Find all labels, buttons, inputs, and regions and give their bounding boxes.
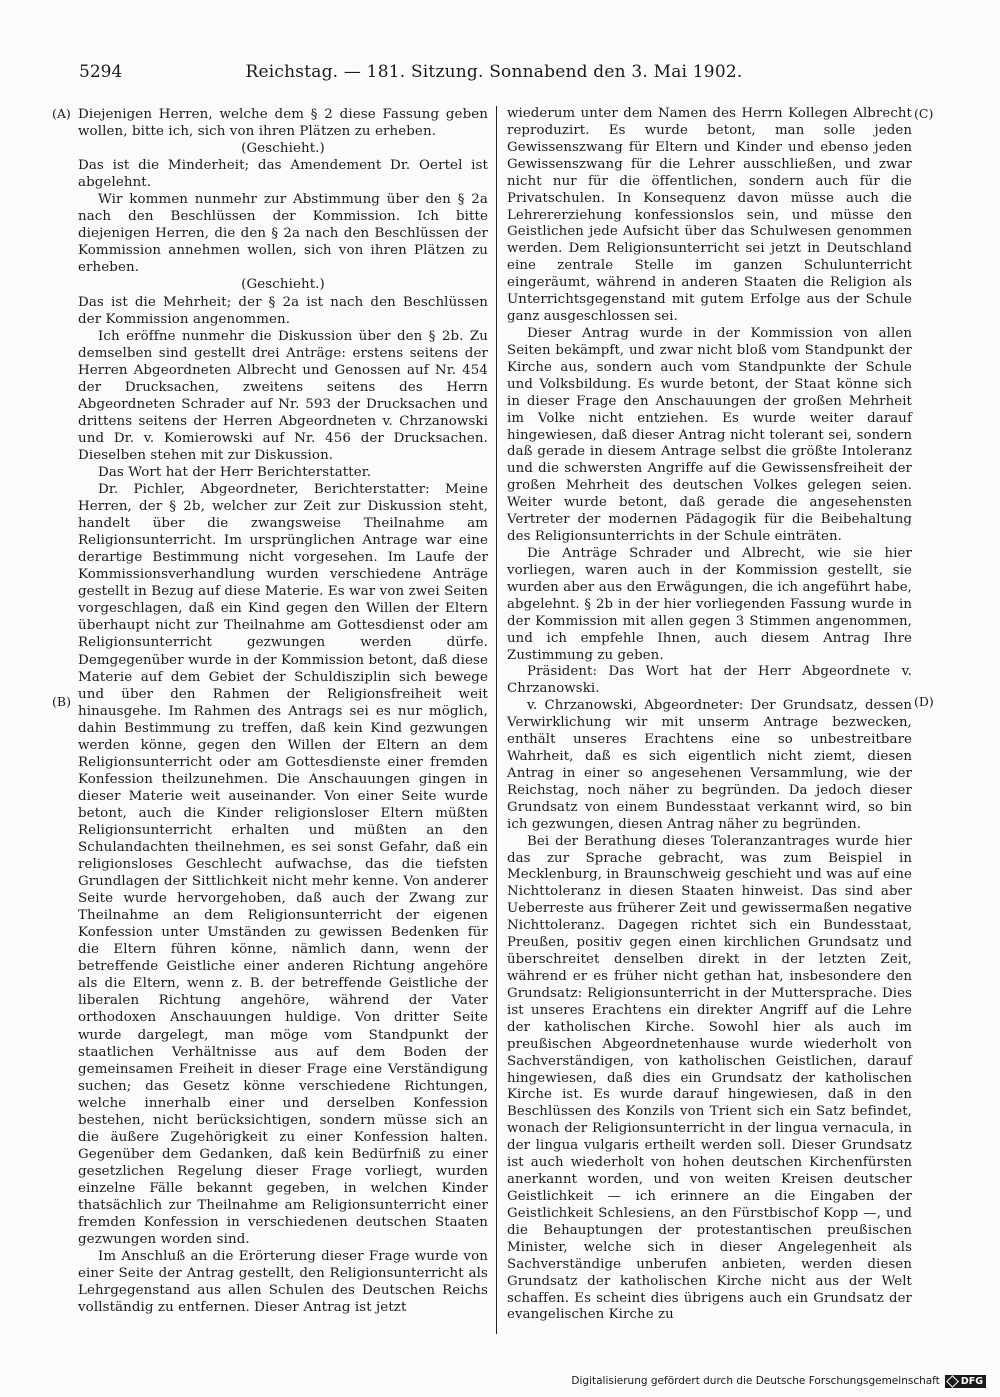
paragraph: Diejenigen Herren, welche dem § 2 diese Fassung geben wollen, bitte ich, sich von ihren Plätzen zu erheben. xyxy=(78,107,488,140)
paragraph: Dieser Antrag wurde in der Kommission von allen Seiten bekämpft, und zwar nicht bloß vom Standpunkt der Kirche aus, sondern auch vom Standpunkte der Schule und Volksbildung. Es wurde betont, der Staat könne sich in dieser Frage den Anschauungen der großen Mehrheit im Volke nicht entziehen. Es wurde weiter darauf hingewiesen, daß dieser Antrag nicht tolerant sei, sondern daß gerade in diesem Antrage selbst die größte Intoleranz und die schwersten Angriffe auf die Gewissensfreiheit der großen Mehrheit des deutschen Volkes gelegen seien. Weiter wurde betont, daß gerade die angesehensten Vertreter der modernen Pädagogik für die Beibehaltung des Religionsunterrichts in der Schule einträten. xyxy=(507,325,912,545)
paragraph: Dr. Pichler, Abgeordneter, Berichterstatter: Meine Herren, der § 2b, welcher zur Zeit zur Diskussion steht, handelt über die zwangsweise Theilnahme am Religionsunterricht. Im ursprünglichen Antrage war eine derartige Bestimmung nicht vorgesehen. Im Laufe der Kommissionsverhandlung wurden verschiedene Anträge gestellt in Bezug auf diese Materie. Es war von zwei Seiten vorgeschlagen, daß ein Kind gegen den Willen der Eltern überhaupt nicht zur Theilnahme am Gottesdienst oder am Religionsunterricht gezwungen werden dürfe. Demgegenüber wurde in der Kommission betont, daß diese Materie auf dem Gebiet der Schuldisziplin sich bewege und über den Rahmen der Religionsfreiheit weit hinausgehe. Im Rahmen des Antrags sei es nur möglich, dahin Bestimmung zu treffen, daß kein Kind gezwungen werden könne, gegen den Willen der Eltern an dem Religionsunterricht oder am Gottesdienste einer fremden Konfession theilzunehmen. Die Anschauungen gingen in dieser Materie weit auseinander. Von einer Seite wurde betont, auch die Kinder religionsloser Eltern müßten Religionsunterricht erhalten und müßten an den Schulandachten theilnehmen, es sei sonst Gefahr, daß ein religionsloses Geschlecht aufwachse, das die tiefsten Grundlagen der Sittlichkeit nicht mehr kenne. Von anderer Seite wurde hervorgehoben, daß auch der Zwang zur Theilnahme an dem Religionsunterricht der eigenen Konfession unter Umständen zu gewissen Bedenken für die Eltern führen könne, nämlich dann, wenn der betreffende Geistliche einer anderen Richtung angehöre als die Eltern, wenn z. B. der betreffende Geistliche der liberalen Richtung angehöre, während der Vater orthodoxen Anschauungen huldige. Von dritter Seite wurde dargelegt, man möge vom Standpunkt der staatlichen Verhältnisse aus auf dem Boden der gemeinsamen Freiheit in dieser Frage eine Verständigung suchen; das Gesetz könne verschiedene Richtungen, welche innerhalb einer und derselben Konfession bestehen, nicht berücksichtigen, sondern müsse sich an die äußere Zugehörigkeit zu einer Konfession halten. Gegenüber dem Gedanken, daß kein Bedürfniß zu einer gesetzlichen Regelung dieser Frage vorliegt, wurden einzelne Fälle bekannt gegeben, in welchen Kinder thatsächlich zur Theilnahme am Religionsunterricht einer fremden Konfession in verschiedenen deutschen Staaten gezwungen worden sind. xyxy=(78,482,488,1248)
right-column xyxy=(507,106,912,1324)
footer-credit xyxy=(571,1373,986,1389)
dfg-logo xyxy=(945,1375,986,1388)
margin-marker-c: (C) xyxy=(914,106,934,121)
left-column xyxy=(78,106,488,1316)
paragraph: Das Wort hat der Herr Berichterstatter. xyxy=(98,464,372,480)
dfg-diamond-icon xyxy=(946,1375,959,1388)
margin-marker-a: (A) xyxy=(52,106,71,121)
paragraph: Ich eröffne nunmehr die Diskussion über den § 2b. Zu demselben sind gestellt drei Anträge: erstens seitens der Herren Abgeordneten Albrecht und Genossen auf Nr. 454 der Drucksachen, zweitens seitens des Herrn Abgeordneten Schrader auf Nr. 593 der Drucksachen und drittens seitens der Herren Abgeordneten v. Chrzanowski und Dr. v. Komierowski auf Nr. 456 der Drucksachen. Dieselben stehen mit zur Diskussion. xyxy=(78,328,488,463)
page-number: 5294 xyxy=(79,62,123,82)
margin-marker-d: (D) xyxy=(914,694,934,709)
paragraph: (Geschieht.) xyxy=(241,277,325,293)
paragraph: Das ist die Minderheit; das Amendement Dr. Oertel ist abgelehnt. xyxy=(78,158,488,191)
paragraph: wiederum unter dem Namen des Herrn Kollegen Albrecht reproduzirt. Es wurde betont, man solle jeden Gewissenszwang für Eltern und Kinder und ebenso jeden Gewissenszwang für die Lehrer ausschließen, und zwar nicht nur für die öffentlichen, sondern auch für die Privatschulen. In Konsequenz davon müsse auch die Lehrererziehung konfessionslos sein, und müsse den Geistlichen jede Aufsicht über das Schulwesen genommen werden. Dem Religionsunterricht sei jetzt in Deutschland eine zentrale Stelle im ganzen Schulunterricht eingeräumt, während in anderen Staaten die Religion als Unterrichtsgegenstand mit gutem Erfolge aus der Schule ganz ausgeschlossen sei. xyxy=(507,106,912,325)
dfg-logo-text: DFG xyxy=(960,1375,983,1387)
paragraph: Wir kommen nunmehr zur Abstimmung über den § 2a nach den Beschlüssen der Kommission. Ich bitte diejenigen Herren, die den § 2a nach den Beschlüssen der Kommission annehmen wollen, sich von ihren Plätzen zu erheben. xyxy=(78,192,488,276)
paragraph: Das ist die Mehrheit; der § 2a ist nach den Beschlüssen der Kommission angenommen. xyxy=(78,294,488,327)
paragraph: (Geschieht.) xyxy=(241,141,325,157)
margin-marker-b: (B) xyxy=(52,694,71,709)
footer-text: Digitalisierung gefördert durch die Deutsche Forschungsgemeinschaft xyxy=(571,1375,940,1387)
paragraph: Die Anträge Schrader und Albrecht, wie sie hier vorliegen, waren auch in der Kommission gestellt, sie wurden aber aus den Erwägungen, die ich angeführt habe, abgelehnt. § 2b in der hier vorliegenden Fassung wurde in der Kommission mit allen gegen 3 Stimmen angenommen, und ich empfehle Ihnen, auch diesem Antrag Ihre Zustimmung zu geben. xyxy=(507,545,912,663)
paragraph: Im Anschluß an die Erörterung dieser Frage wurde von einer Seite der Antrag gestellt, den Religionsunterricht als Lehrgegenstand aus allen Schulen des Deutschen Reichs vollständig zu entfernen. Dieser Antrag ist jetzt xyxy=(78,1249,488,1316)
column-divider xyxy=(496,106,497,1334)
page-header xyxy=(79,60,909,86)
page-title: Reichstag. — 181. Sitzung. Sonnabend den 3. Mai 1902. xyxy=(245,62,743,82)
paragraph: v. Chrzanowski, Abgeordneter: Der Grundsatz, dessen Verwirklichung wir mit unserm Antrage bezwecken, enthält unseres Erachtens eine so unbestreitbare Wahrheit, daß es sich eigentlich nicht ziemt, diesen Antrag in einer so angesehenen Versammlung, wie der Reichstag, noch näher zu begründen. Da jedoch dieser Grundsatz von einem Bundesstaat verkannt wird, so bin ich gezwungen, diesen Antrag näher zu begründen. xyxy=(507,698,912,832)
paragraph: Präsident: Das Wort hat der Herr Abgeordnete v. Chrzanowski. xyxy=(507,664,912,697)
paragraph: Bei der Berathung dieses Toleranzantrages wurde hier das zur Sprache gebracht, was zum Beispiel in Mecklenburg, in Braunschweig geschieht und was auf eine Nichttoleranz in diesen Staaten hinweist. Das sind aber Ueberreste aus früherer Zeit und gewissermaßen negative Nichttoleranz. Dagegen richtet sich ein Bundesstaat, Preußen, positiv gegen einen kirchlichen Grundsatz und überschreitet denselben direkt in der letzten Zeit, während er es früher nicht gethan hat, insbesondere den Grundsatz: Religionsunterricht in der Muttersprache. Dies ist unseres Erachtens ein direkter Angriff auf die Lehre der katholischen Kirche. Sowohl hier als auch im preußischen Abgeordnetenhause wurde wiederholt von Sachverständigen, von katholischen Geistlichen, darauf hingewiesen, daß dies ein Grundsatz der katholischen Kirche ist. Es wurde darauf hingewiesen, daß in den Beschlüssen des Konzils von Trient sich ein Satz befindet, wonach der Religionsunterricht in der lingua vernacula, in der lingua vulgaris ertheilt werden soll. Dieser Grundsatz ist auch wiederholt von hohen deutschen Kirchenfürsten anerkannt worden, und von weiten Kreisen deutscher Geistlichkeit — ich erinnere an die Eingaben der Geistlichkeit Schlesiens, an den Fürstbischof Kopp —, und die Behauptungen der protestantischen preußischen Minister, welche sich in dieser Angelegenheit als Sachverständige unberufen anbieten, werden diesen Grundsatz der katholischen Kirche nicht aus der Welt schaffen. Es scheint dies übrigens auch ein Grundsatz der evangelischen Kirche zu xyxy=(507,833,912,1323)
